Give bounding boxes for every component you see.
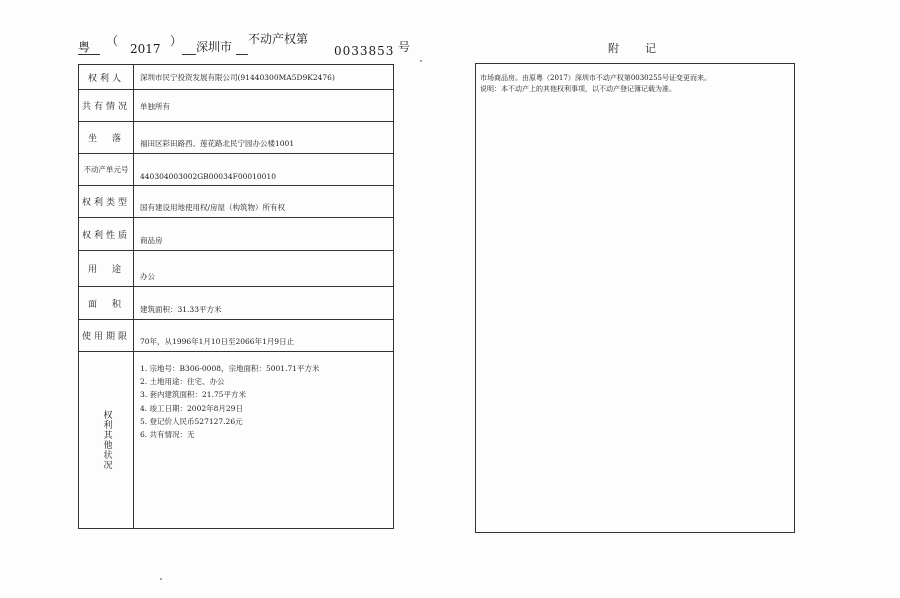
- scan-speck: [160, 578, 162, 580]
- header-paren-close: ）: [170, 34, 183, 48]
- header-year: 2017: [130, 42, 161, 56]
- row-label: [79, 352, 134, 528]
- fuji-box: [475, 63, 795, 533]
- row-value: 深圳市民宁投资发展有限公司(91440300MA5D9K2476): [140, 73, 335, 82]
- table-row: [79, 65, 393, 90]
- row-label: 权利人: [79, 65, 134, 89]
- header-suffix: 号: [398, 40, 411, 54]
- table-row: [79, 320, 393, 352]
- list-item: 6. 共有情况：无: [140, 430, 195, 440]
- row-label: 共有情况: [79, 90, 134, 121]
- list-item: 3. 套内建筑面积：21.75平方米: [140, 390, 247, 400]
- header-paren-open: （: [106, 34, 119, 48]
- other-items: [140, 362, 320, 441]
- header-number: 0033853: [334, 44, 395, 58]
- row-label: 权利类型: [79, 186, 134, 217]
- fuji-title: 附记: [608, 42, 682, 55]
- table-row: [79, 154, 393, 186]
- table-row: [79, 251, 393, 287]
- scan-speck: [420, 60, 422, 62]
- row-label: 使用期限: [79, 320, 134, 351]
- fuji-line: 说明：本不动产上的其他权利事项，以不动产登记簿记载为准。: [480, 84, 676, 93]
- row-value: 70年，从1996年1月10日至2066年1月9日止: [140, 337, 295, 346]
- other-label: 权利其他状况: [101, 410, 112, 470]
- list-item: 2. 土地用途：住宅、办公: [140, 377, 225, 387]
- header-cert-type: 不动产权第: [248, 32, 309, 46]
- table-row: [79, 218, 393, 251]
- certificate-header: [78, 32, 411, 64]
- header-city: 深圳市: [196, 40, 233, 54]
- row-label: 用 途: [79, 251, 134, 286]
- row-value: 建筑面积：31.33平方米: [140, 305, 222, 314]
- row-label: 面 积: [79, 287, 134, 319]
- list-item: 5. 登记价人民币527127.26元: [140, 416, 243, 426]
- row-label: 权利性质: [79, 218, 134, 250]
- row-value: 440304003002GB00034F00010010: [140, 172, 276, 181]
- rights-table: [78, 64, 394, 529]
- row-value: 办公: [140, 272, 155, 281]
- row-label: 不动产单元号: [79, 154, 134, 185]
- table-row-other: [79, 352, 393, 528]
- table-row: [79, 122, 393, 154]
- row-value: 商品房: [140, 236, 163, 245]
- row-value: 单独所有: [140, 102, 170, 111]
- fuji-line: 市场商品房。由原粤（2017）深圳市不动产权第0030255号证变更而来。: [480, 74, 711, 82]
- table-row: [79, 90, 393, 122]
- list-item: 1. 宗地号：B306-0008，宗地面积：5001.71平方米: [140, 364, 320, 373]
- row-value: 福田区彩田路西、莲花路北民宁园办公楼1001: [140, 139, 295, 148]
- list-item: 4. 竣工日期：2002年8月29日: [140, 403, 243, 413]
- row-label: 坐 落: [79, 122, 134, 153]
- table-row: [79, 287, 393, 320]
- fuji-text: [480, 73, 711, 94]
- header-underline-2: [182, 40, 196, 55]
- row-value: 国有建设用地使用权/房屋（构筑物）所有权: [140, 203, 286, 212]
- header-province: 粤: [78, 40, 91, 54]
- header-underline-3: [236, 40, 248, 55]
- table-row: [79, 186, 393, 218]
